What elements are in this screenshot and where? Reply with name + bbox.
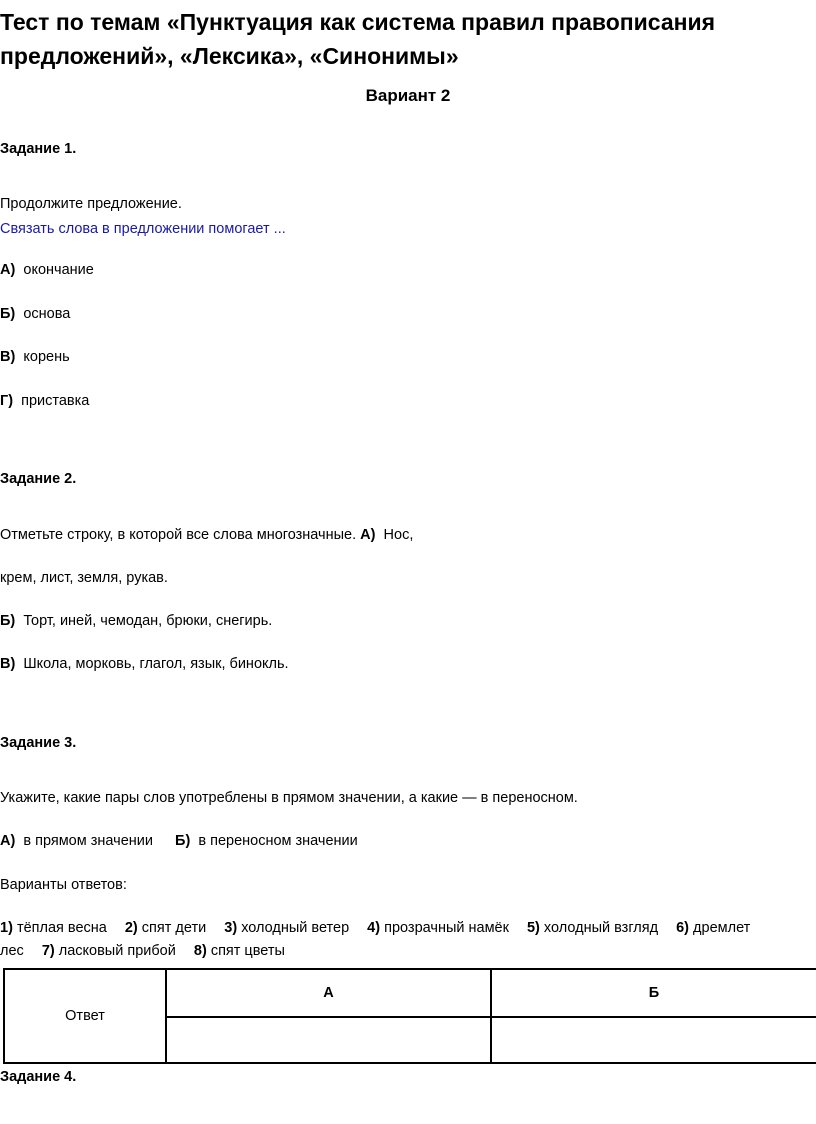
task3-pairs-line-2 bbox=[0, 943, 285, 959]
option-text: Школа, морковь, глагол, язык, бинокль. bbox=[23, 656, 289, 672]
answer-cell-b[interactable] bbox=[491, 1017, 816, 1063]
pair-text: прозрачный намёк bbox=[384, 920, 509, 936]
task3-heading: Задание 3. bbox=[0, 735, 77, 751]
pair-text: холодный ветер bbox=[241, 920, 350, 936]
task3-categories bbox=[0, 833, 358, 849]
task2-instruction: Отметьте строку, в которой все слова многозначные. bbox=[0, 527, 357, 543]
task1-prompt: Связать слова в предложении помогает ... bbox=[0, 221, 286, 237]
pair-text: ласковый прибой bbox=[58, 943, 176, 959]
task3-instruction: Укажите, какие пары слов употреблены в прямом значении, а какие — в переносном. bbox=[0, 790, 578, 806]
task2-option-c bbox=[0, 656, 289, 672]
task3-variants-label: Варианты ответов: bbox=[0, 877, 127, 893]
task1-option-c bbox=[0, 349, 70, 365]
option-text: окончание bbox=[23, 262, 94, 278]
option-text: Торт, иней, чемодан, брюки, снегирь. bbox=[23, 613, 273, 629]
category-letter: Б) bbox=[175, 833, 191, 849]
pair-number: 8) bbox=[193, 943, 207, 959]
pair-number: 1) bbox=[0, 920, 13, 936]
title-line-2: предложений», «Лексика», «Синонимы» bbox=[0, 43, 459, 69]
task1-option-b bbox=[0, 306, 70, 322]
category-text: в прямом значении bbox=[23, 833, 153, 849]
task2-option-b bbox=[0, 613, 272, 629]
task2-instruction-line bbox=[0, 527, 413, 543]
task3-pairs-line-1 bbox=[0, 920, 750, 936]
pair-number: 7) bbox=[41, 943, 55, 959]
task1-heading: Задание 1. bbox=[0, 141, 77, 157]
variant-heading: Вариант 2 bbox=[365, 86, 451, 105]
column-header-a: А bbox=[166, 969, 491, 1017]
option-letter: А) bbox=[360, 527, 376, 543]
option-letter: Г) bbox=[0, 393, 14, 409]
task2-heading: Задание 2. bbox=[0, 471, 77, 487]
pair-text: спят дети bbox=[141, 920, 207, 936]
pair-text: спят цветы bbox=[210, 943, 285, 959]
option-text: корень bbox=[23, 349, 70, 365]
pair-text: дремлет bbox=[693, 920, 751, 936]
pair-number: 3) bbox=[224, 920, 238, 936]
option-text: основа bbox=[23, 306, 71, 322]
pair-text: тёплая весна bbox=[16, 920, 107, 936]
option-letter: В) bbox=[0, 656, 16, 672]
answer-row-label: Ответ bbox=[4, 969, 166, 1063]
pair-number: 6) bbox=[676, 920, 690, 936]
pair-number: 4) bbox=[367, 920, 381, 936]
task1-option-a bbox=[0, 262, 94, 278]
option-letter: Б) bbox=[0, 306, 16, 322]
category-letter: А) bbox=[0, 833, 16, 849]
pair-text: лес bbox=[0, 943, 24, 959]
title-line-1: Тест по темам «Пунктуация как система правил правописания bbox=[0, 9, 716, 35]
option-text: Нос, bbox=[383, 527, 414, 543]
pair-number: 5) bbox=[526, 920, 540, 936]
column-header-b: Б bbox=[491, 969, 816, 1017]
answer-cell-a[interactable] bbox=[166, 1017, 491, 1063]
option-letter: Б) bbox=[0, 613, 16, 629]
task4-heading: Задание 4. bbox=[0, 1069, 77, 1085]
task2-option-a-cont: крем, лист, земля, рукав. bbox=[0, 570, 168, 586]
task1-instruction: Продолжите предложение. bbox=[0, 196, 182, 212]
option-letter: В) bbox=[0, 349, 16, 365]
pair-text: холодный взгляд bbox=[543, 920, 659, 936]
pair-number: 2) bbox=[124, 920, 138, 936]
answer-table bbox=[3, 968, 816, 1064]
category-text: в переносном значении bbox=[198, 833, 358, 849]
task1-option-d bbox=[0, 393, 89, 409]
option-letter: А) bbox=[0, 262, 16, 278]
option-text: приставка bbox=[21, 393, 90, 409]
